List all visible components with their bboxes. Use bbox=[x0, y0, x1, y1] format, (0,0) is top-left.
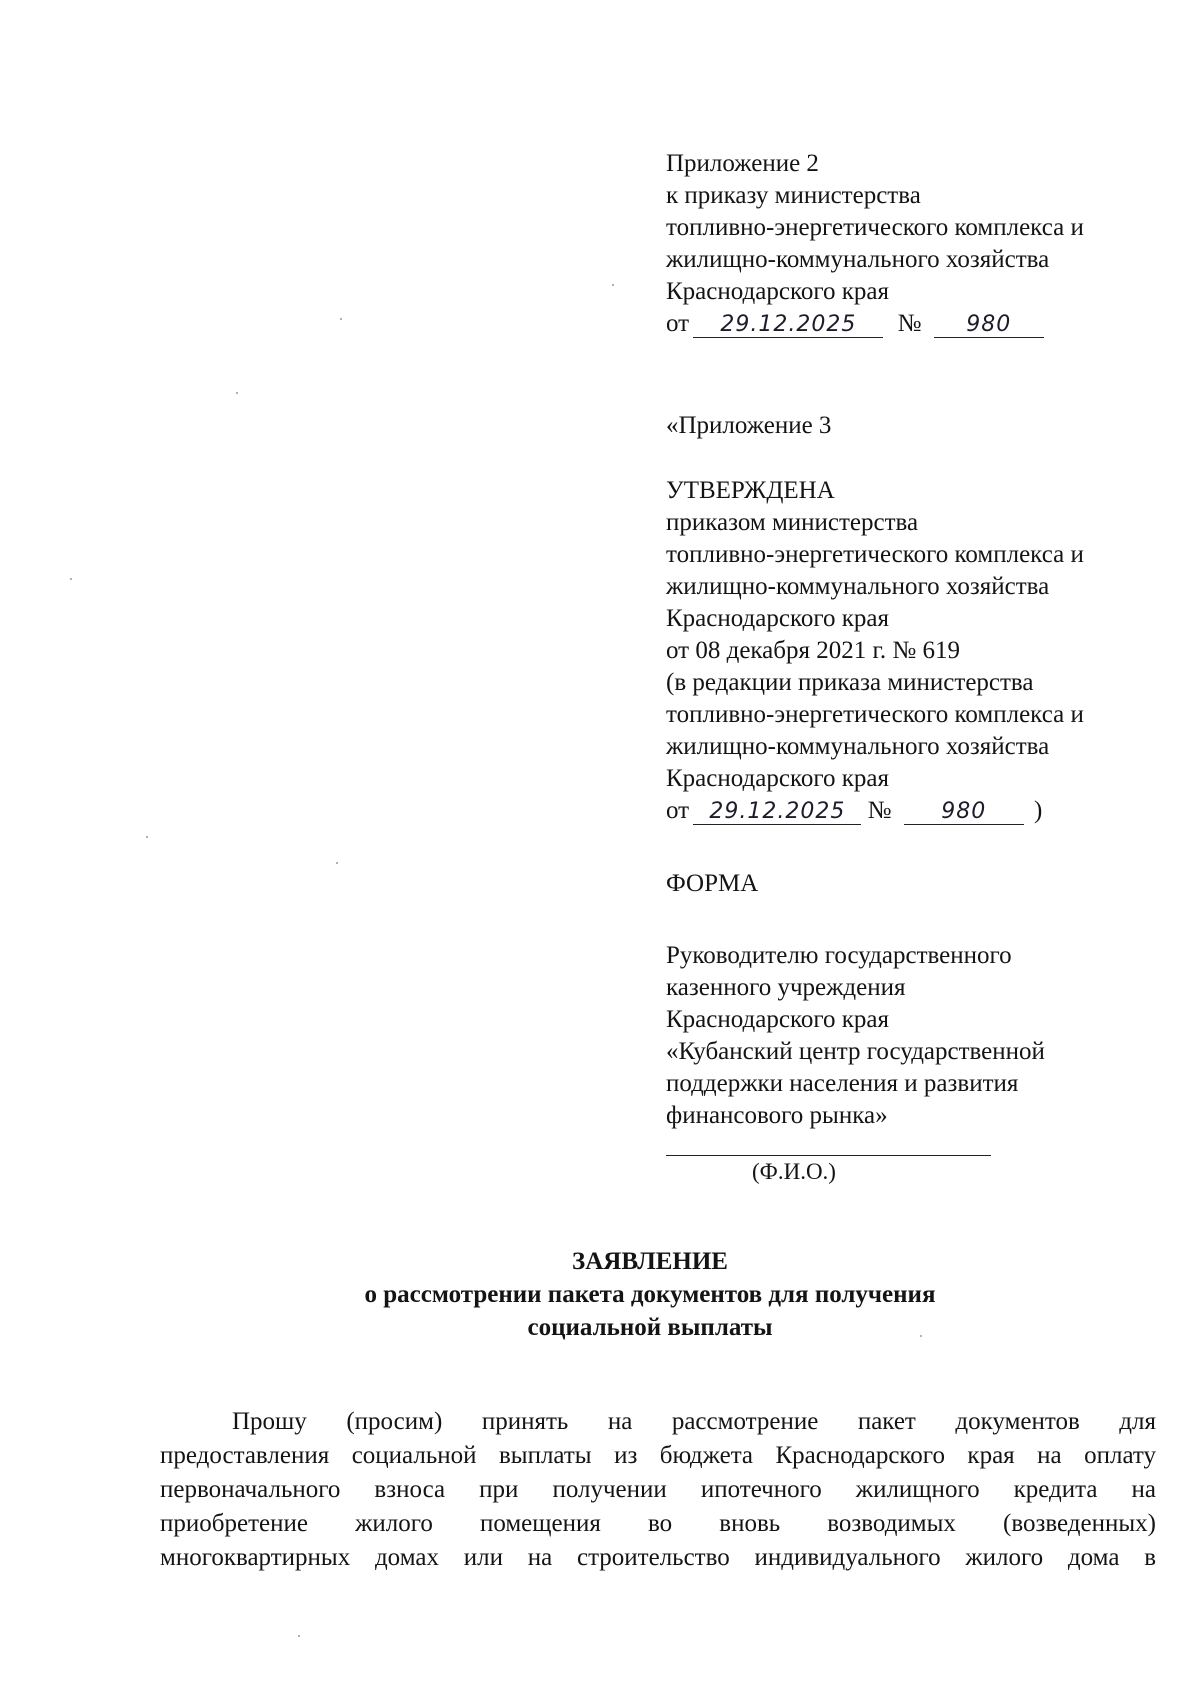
appendix-3-line: Краснодарского края bbox=[666, 765, 889, 792]
handwritten-date: 29.12.2025 bbox=[693, 309, 883, 338]
closing-paren: ) bbox=[1033, 797, 1043, 824]
handwritten-number: 980 bbox=[934, 309, 1044, 338]
appendix-3-line: Краснодарского края bbox=[666, 605, 889, 632]
number-sign: № bbox=[867, 797, 892, 824]
body-line: Прошу (просим) принять на рассмотрение пакет документов для bbox=[232, 1408, 1156, 1435]
appendix-3-line: приказом министерства bbox=[666, 509, 919, 536]
scan-speck bbox=[612, 284, 614, 286]
appendix-3-line: от 08 декабря 2021 г. № 619 bbox=[666, 637, 961, 664]
handwritten-number: 980 bbox=[904, 796, 1024, 825]
addressee-line: финансового рынка» bbox=[666, 1102, 888, 1129]
date-prefix: от bbox=[666, 310, 690, 337]
body-line: первоначального взноса при получении ипотечного жилищного кредита на bbox=[160, 1476, 1156, 1503]
form-block bbox=[666, 868, 1166, 1132]
body-line: многоквартирных домах или на строительство индивидуального жилого дома в bbox=[160, 1544, 1156, 1571]
statement-title: ЗАЯВЛЕНИЕ bbox=[572, 1248, 728, 1275]
body-line: приобретение жилого помещения во вновь возводимых (возведенных) bbox=[160, 1510, 1156, 1537]
scan-speck bbox=[336, 862, 338, 864]
addressee-line: Краснодарского края bbox=[666, 1006, 889, 1033]
appendix-2-line: топливно-энергетического комплекса и bbox=[666, 214, 1084, 241]
scan-speck bbox=[340, 318, 342, 320]
statement-subtitle-line: о рассмотрении пакета документов для получения bbox=[364, 1281, 936, 1308]
addressee-line: поддержки населения и развития bbox=[666, 1070, 1019, 1097]
scan-speck bbox=[298, 1635, 300, 1637]
appendix-2-line: Краснодарского края bbox=[666, 278, 889, 305]
addressee-line: казенного учреждения bbox=[666, 974, 906, 1001]
appendix-3-line: жилищно-коммунального хозяйства bbox=[666, 733, 1050, 760]
statement-title-block bbox=[150, 1245, 1150, 1344]
appendix-3-line: жилищно-коммунального хозяйства bbox=[666, 573, 1050, 600]
appendix-3-title: «Приложение 3 bbox=[666, 412, 832, 439]
number-sign: № bbox=[897, 310, 922, 337]
scan-speck bbox=[70, 578, 72, 580]
statement-subtitle-line: социальной выплаты bbox=[527, 1314, 773, 1341]
scan-speck bbox=[920, 1335, 922, 1337]
statement-body bbox=[160, 1405, 1156, 1575]
appendix-2-line: жилищно-коммунального хозяйства bbox=[666, 246, 1050, 273]
appendix-2-title: Приложение 2 bbox=[666, 150, 819, 177]
scan-speck bbox=[146, 836, 148, 838]
addressee-line: Руководителю государственного bbox=[666, 942, 1012, 969]
form-label: ФОРМА bbox=[666, 870, 759, 897]
date-prefix: от bbox=[666, 797, 690, 824]
addressee-line: «Кубанский центр государственной bbox=[666, 1038, 1045, 1065]
appendix-3-date-line bbox=[666, 795, 1166, 827]
appendix-3-line: топливно-энергетического комплекса и bbox=[666, 541, 1084, 568]
fio-caption: (Ф.И.О.) bbox=[752, 1159, 836, 1184]
appendix-3-block bbox=[666, 410, 1166, 827]
handwritten-date: 29.12.2025 bbox=[693, 796, 861, 825]
approved-label: УТВЕРЖДЕНА bbox=[666, 477, 835, 504]
appendix-2-block bbox=[666, 148, 1166, 340]
appendix-3-line: топливно-энергетического комплекса и bbox=[666, 701, 1084, 728]
appendix-2-line: к приказу министерства bbox=[666, 182, 921, 209]
body-line: предоставления социальной выплаты из бюджета Краснодарского края на оплату bbox=[160, 1442, 1156, 1469]
appendix-2-date-line bbox=[666, 308, 1166, 340]
appendix-3-line: (в редакции приказа министерства bbox=[666, 669, 1034, 696]
scan-speck bbox=[236, 392, 238, 394]
